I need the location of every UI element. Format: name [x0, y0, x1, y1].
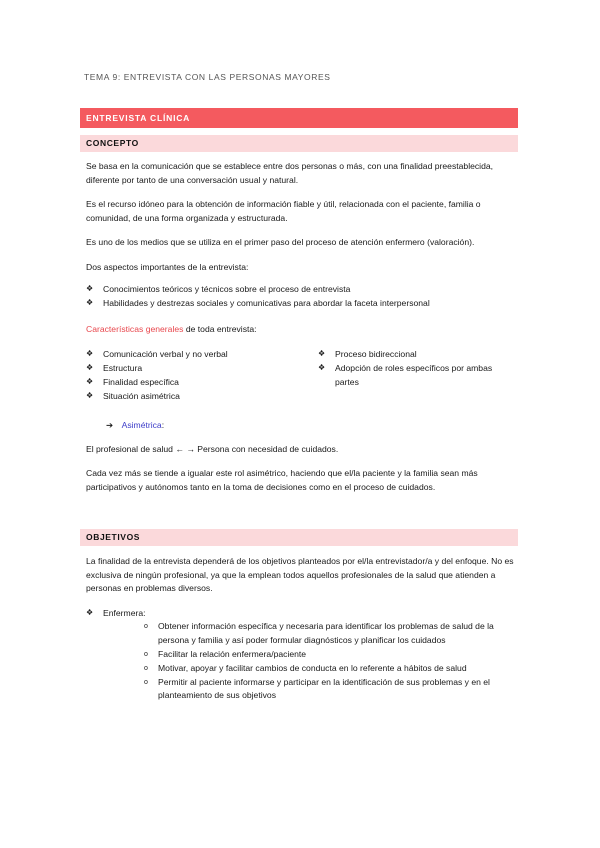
list-item: o Obtener información específica y necesaria para identificar los problemas de salud de la persona y familia y así poder formular diagnósticos y planificar los cuidados: [144, 621, 494, 645]
diamond-bullet-icon: ❖: [86, 298, 94, 307]
diamond-bullet-icon: ❖: [86, 363, 94, 372]
enfermera-list: [86, 606, 286, 620]
objetivos-paragraph: La finalidad de la entrevista dependerá de los objetivos planteados por el/la entrevistador/a y del enfoque. No es exclusiva de ningún profesional, ya que la emplean todos aquellos profesionales de la salud que atienden a personas en problemas diversos.: [86, 556, 514, 593]
circle-bullet-icon: o: [144, 623, 148, 630]
list-item: ❖ Estructura: [86, 363, 143, 373]
document-header: TEMA 9: ENTREVISTA CON LAS PERSONAS MAYORES: [84, 72, 331, 82]
asimetrica-label: Asimétrica: [121, 420, 162, 430]
right-arrow-icon: ➔: [106, 420, 114, 430]
list-item: ❖ Adopción de roles específicos por ambas partes: [318, 363, 493, 387]
subsection-title-concepto: CONCEPTO: [80, 135, 518, 152]
diamond-bullet-icon: ❖: [86, 608, 94, 617]
list-item: ❖ Habilidades y destrezas sociales y comunicativas para abordar la faceta interpersonal: [86, 298, 430, 308]
section-title-entrevista-clinica: ENTREVISTA CLÍNICA: [80, 108, 518, 128]
diamond-bullet-icon: ❖: [318, 363, 326, 372]
diamond-bullet-icon: ❖: [318, 349, 326, 358]
enfermera-objectives-list: [144, 620, 514, 703]
concepto-paragraph-4: Dos aspectos importantes de la entrevista:: [86, 262, 249, 272]
circle-bullet-icon: o: [144, 664, 148, 672]
list-item: ❖ Finalidad específica: [86, 377, 179, 387]
aspects-list: [86, 282, 516, 310]
asimetrica-relation: El profesional de salud ← → Persona con necesidad de cuidados.: [86, 444, 339, 454]
caracteristicas-list-right: [318, 347, 518, 389]
concepto-paragraph-2: Es el recurso idóneo para la obtención de información fiable y útil, relacionada con el paciente, familia o comunidad, de una forma organizada y estructurada.: [86, 199, 481, 223]
caracteristicas-list-left: [86, 347, 296, 403]
list-item: o Permitir al paciente informarse y participar en la identificación de sus problemas y en el planteamiento de sus objetivos: [144, 676, 490, 700]
concepto-paragraph-1: Se basa en la comunicación que se establece entre dos personas o más, con una finalidad preestablecida, diferente por tanto de una conversación usual y natural.: [86, 161, 494, 185]
list-item: ❖ Conocimientos teóricos y técnicos sobre el proceso de entrevista: [86, 284, 351, 294]
concepto-paragraph-5: Cada vez más se tiende a igualar este rol asimétrico, haciendo que el/la paciente y la familia sean más participativos y autónomos tanto en la toma de decisiones como en el proceso de cuidados.: [86, 468, 478, 492]
diamond-bullet-icon: ❖: [86, 349, 94, 358]
diamond-bullet-icon: ❖: [86, 284, 94, 293]
asimetrica-row: ➔ Asimétrica:: [106, 420, 165, 430]
list-item: o Facilitar la relación enfermera/paciente: [144, 648, 514, 662]
list-item: ❖ Comunicación verbal y no verbal: [86, 349, 228, 359]
list-item: ❖ Proceso bidireccional: [318, 349, 417, 359]
concepto-paragraph-3: Es uno de los medios que se utiliza en el primer paso del proceso de atención enfermero (valoración).: [86, 237, 475, 247]
list-item: ❖ Situación asimétrica: [86, 391, 180, 401]
diamond-bullet-icon: ❖: [86, 391, 94, 400]
diamond-bullet-icon: ❖: [86, 377, 94, 386]
caracteristicas-heading: Características generales de toda entrevista:: [86, 324, 257, 334]
circle-bullet-icon: o: [144, 678, 148, 686]
circle-bullet-icon: o: [144, 650, 148, 658]
subsection-title-objetivos: OBJETIVOS: [80, 529, 518, 546]
list-item: ❖ Enfermera:: [86, 608, 146, 618]
caracteristicas-highlight: Características generales: [86, 324, 184, 334]
list-item: o Motivar, apoyar y facilitar cambios de conducta en lo referente a hábitos de salud: [144, 662, 514, 676]
